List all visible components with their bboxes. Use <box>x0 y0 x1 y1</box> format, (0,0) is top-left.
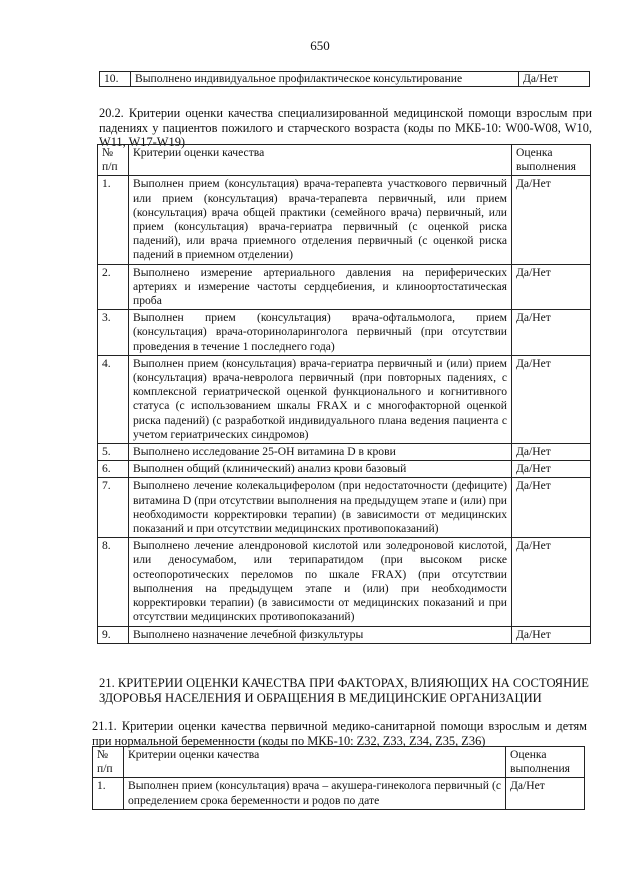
row-number: 1. <box>93 778 124 809</box>
header-result: Оценка выполнения <box>506 747 585 778</box>
row-number: 6. <box>98 461 129 478</box>
row-number: 3. <box>98 310 129 356</box>
row-number: 8. <box>98 538 129 626</box>
row-criterion: Выполнено исследование 25-OH витамина D в крови <box>129 444 512 461</box>
row-number: 4. <box>98 355 129 443</box>
row-result: Да/Нет <box>512 444 591 461</box>
row-number: 1. <box>98 176 129 264</box>
row-result: Да/Нет <box>512 461 591 478</box>
table-row <box>98 355 591 443</box>
table-row <box>98 626 591 643</box>
row-criterion: Выполнен общий (клинический) анализ крови базовый <box>129 461 512 478</box>
row-result: Да/Нет <box>519 72 590 87</box>
row-result: Да/Нет <box>512 626 591 643</box>
row-criterion: Выполнено назначение лечебной физкультуры <box>129 626 512 643</box>
row-criterion: Выполнен прием (консультация) врача-терапевта участкового первичный или прием (консультация) врача-терапевта первичный, или прием (консультация) врача общей практики (семейного врача) первичный, или прием (консультация) врача-гериатра первичный (с оценкой риска падений), или врача приемного отделения первичный (с оценкой риска падений в приемном отделении) <box>129 176 512 264</box>
header-result: Оценка выполнения <box>512 145 591 176</box>
row-number: 2. <box>98 264 129 310</box>
row-criterion: Выполнен прием (консультация) врача – акушера-гинеколога первичный (с определением срока беременности и родов по дате <box>124 778 506 809</box>
section-21-1-heading: 21.1. Критерии оценки качества первичной медико-санитарной помощи взрослым и детям при нормальной беременности (коды по МКБ-10: Z32, Z33, Z34, Z35, Z36) <box>92 719 587 748</box>
continuation-table <box>99 71 590 87</box>
page-number: 650 <box>310 38 330 53</box>
table-header-row <box>93 747 585 778</box>
table-row <box>98 176 591 264</box>
row-number: 10. <box>100 72 131 87</box>
table-row <box>93 778 585 809</box>
section-21-heading: 21. КРИТЕРИИ ОЦЕНКИ КАЧЕСТВА ПРИ ФАКТОРАХ, ВЛИЯЮЩИХ НА СОСТОЯНИЕ ЗДОРОВЬЯ НАСЕЛЕНИЯ И ОБРАЩЕНИЯ В МЕДИЦИНСКИЕ ОРГАНИЗАЦИИ <box>99 676 589 705</box>
row-criterion: Выполнен прием (консультация) врача-офтальмолога, прием (консультация) врача-оториноларинголога первичный (при отсутствии проведения в течение 1 последнего года) <box>129 310 512 356</box>
table-row <box>98 538 591 626</box>
row-number: 7. <box>98 478 129 538</box>
row-result: Да/Нет <box>506 778 585 809</box>
table-row <box>98 264 591 310</box>
row-number: 5. <box>98 444 129 461</box>
row-criterion: Выполнено лечение колекальциферолом (при недостаточности (дефиците) витамина D (при отсутствии выполнения на предыдущем этапе и (или) при необходимости корректировки терапии) (в зависимости от медицинских показаний и при отсутствии медицинских противопоказаний) <box>129 478 512 538</box>
table-row <box>98 478 591 538</box>
section-20-2-heading: 20.2. Критерии оценки качества специализированной медицинской помощи взрослым при падениях у пациентов пожилого и старческого возраста (коды по МКБ-10: W00-W08, W10, W11, W17-W19) <box>99 106 592 149</box>
row-result: Да/Нет <box>512 538 591 626</box>
criteria-table-20-2 <box>97 144 591 644</box>
table-header-row <box>98 145 591 176</box>
row-criterion: Выполнено измерение артериального давления на периферических артериях и измерение частоты сердцебиения, и клиноортостатическая проба <box>129 264 512 310</box>
row-result: Да/Нет <box>512 310 591 356</box>
row-criterion: Выполнен прием (консультация) врача-гериатра первичный и (или) прием (консультация) врача-невролога первичный (при повторных падениях, с комплексной гериатрической оценкой функционального и когнитивного статуса (с использованием шкалы FRAX и с многофакторной оценкой риска падений) (с разработкой индивидуального плана ведения пациента с учетом гериатрических синдромов) <box>129 355 512 443</box>
header-criteria: Критерии оценки качества <box>124 747 506 778</box>
table-row <box>98 461 591 478</box>
table-row <box>100 72 590 87</box>
row-result: Да/Нет <box>512 176 591 264</box>
row-result: Да/Нет <box>512 478 591 538</box>
table-row <box>98 444 591 461</box>
header-criteria: Критерии оценки качества <box>129 145 512 176</box>
header-num: № п/п <box>93 747 124 778</box>
row-number: 9. <box>98 626 129 643</box>
criteria-table-21-1 <box>92 746 585 810</box>
table-row <box>98 310 591 356</box>
row-result: Да/Нет <box>512 355 591 443</box>
row-result: Да/Нет <box>512 264 591 310</box>
header-num: № п/п <box>98 145 129 176</box>
row-criterion: Выполнено лечение алендроновой кислотой или золедроновой кислотой, или деносумабом, или терипаратидом (при высоком риске остеопоротических переломов по шкале FRAX) (при отсутствии выполнения на предыдущем этапе и (или) при необходимости корректировки терапии) (в зависимости от медицинских показаний и при отсутствии медицинских противопоказаний) <box>129 538 512 626</box>
row-criterion: Выполнено индивидуальное профилактическое консультирование <box>131 72 519 87</box>
